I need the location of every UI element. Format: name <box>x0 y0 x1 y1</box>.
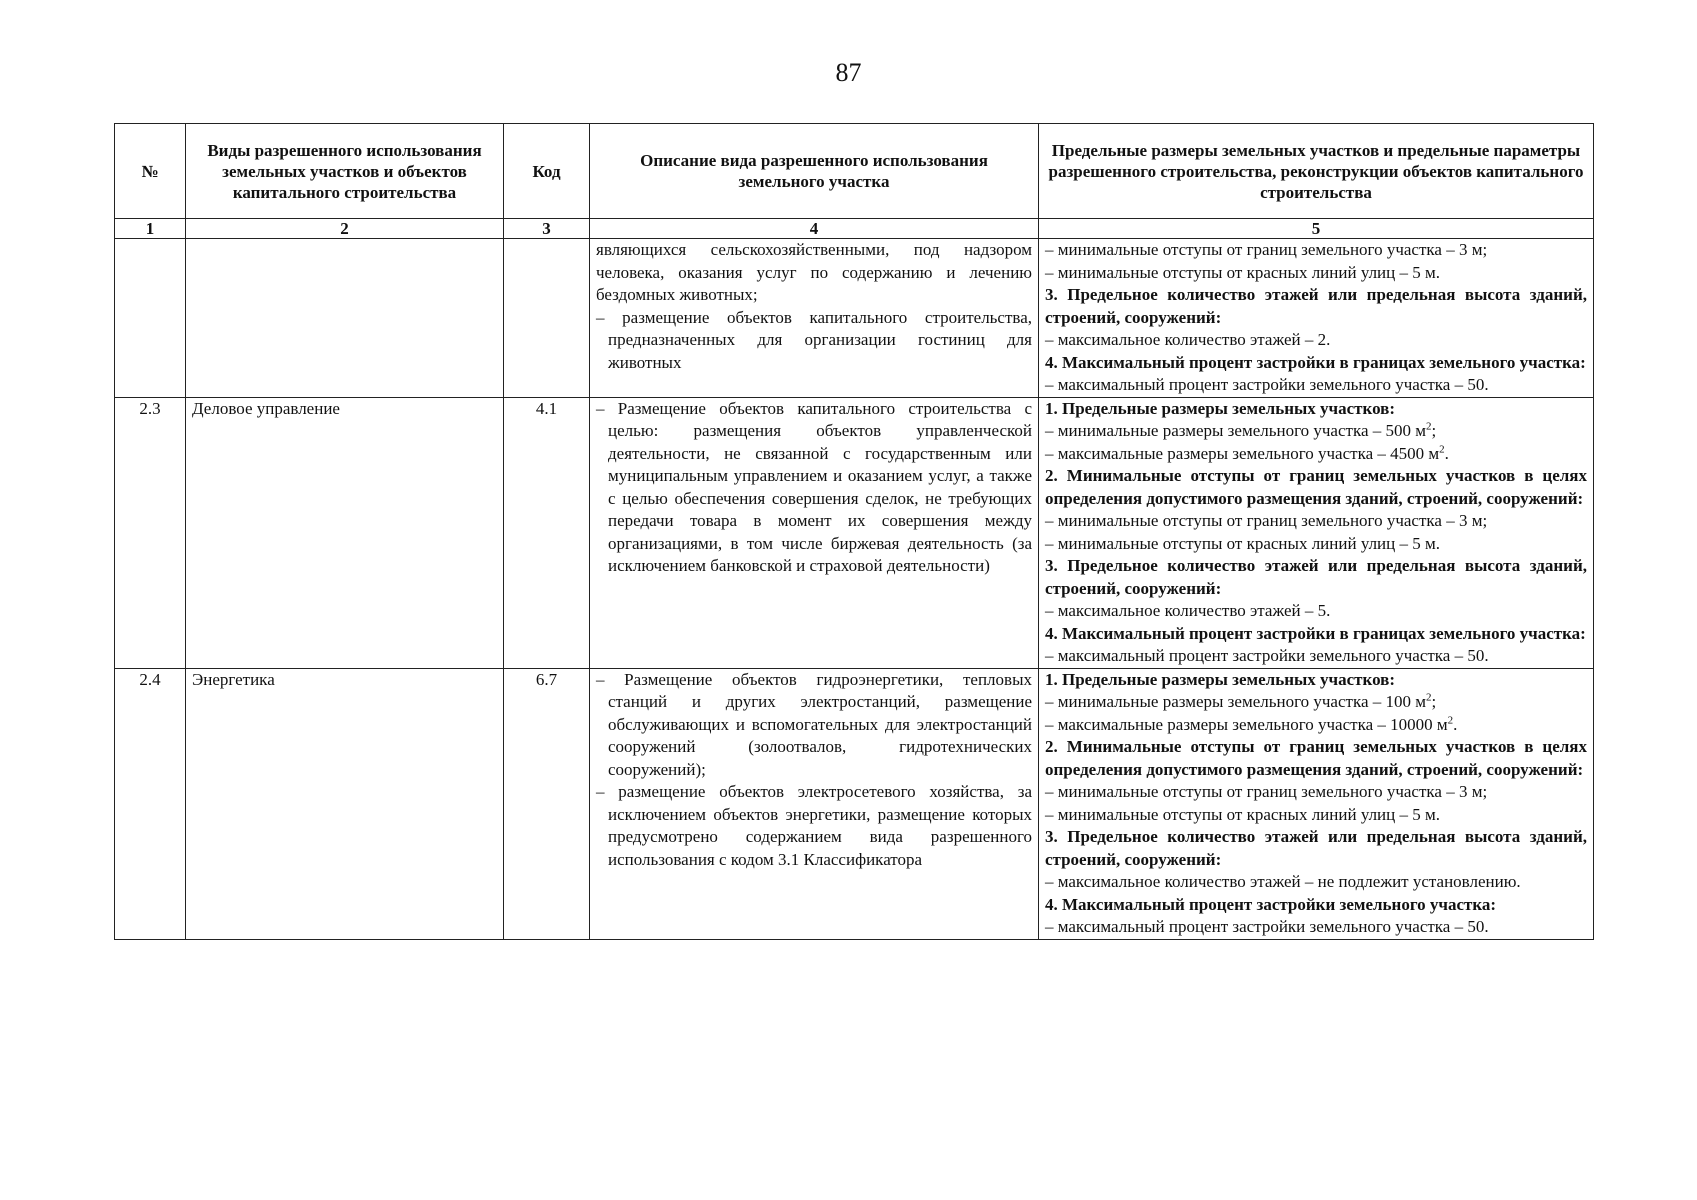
parameter-text: – минимальные размеры земельного участка – 100 м <box>1045 692 1427 711</box>
parameter-text: – максимальные размеры земельного участка – 10000 м <box>1045 714 1448 734</box>
description-item: – Размещение объектов гидроэнергетики, тепловых станций и других электростанций, размещение обслуживающих и вспомогательных для электростанций сооружений (золоотвалов, гидротехнических сооружений); <box>596 669 1032 779</box>
row-use-type: Энергетика <box>186 668 504 939</box>
parameter-text: – максимальные размеры земельного участка – 4500 м <box>1045 443 1440 463</box>
header-description: Описание вида разрешенного использования земельного участка <box>590 124 1039 219</box>
parameter-text: – минимальные отступы от границ земельного участка – 3 м; <box>1045 511 1488 530</box>
parameter-item <box>1045 600 1587 623</box>
parameter-text: – максимальный процент застройки земельного участка – 50. <box>1045 917 1489 936</box>
parameter-item <box>1045 420 1587 443</box>
parameter-heading <box>1045 555 1587 600</box>
parameter-text: – максимальный процент застройки земельного участка – 50. <box>1045 646 1489 665</box>
description-item: – Размещение объектов капитального строительства с целью: размещения объектов управленческой деятельности, не связанной с государственным или муниципальным управлением и оказанием услуг, а также с целью обеспечения совершения сделок, не требующих передачи товара в момент их совершения между организациями, в том числе биржевая деятельность (за исключением банковской и страховой деятельности) <box>596 398 1032 575</box>
parameter-item <box>1045 533 1587 556</box>
parameter-heading <box>1045 669 1587 692</box>
parameter-text: – максимальное количество этажей – 5. <box>1045 601 1331 620</box>
parameter-text: – минимальные отступы от красных линий улиц – 5 м. <box>1045 533 1441 553</box>
parameter-heading <box>1045 284 1587 329</box>
parameter-item <box>1045 871 1587 894</box>
parameter-item <box>1045 645 1587 668</box>
row-description <box>590 239 1039 398</box>
parameter-text: – максимальный процент застройки земельного участка – 50. <box>1045 375 1489 394</box>
row-parameters <box>1039 668 1594 939</box>
col-number: 5 <box>1039 219 1594 239</box>
parameter-heading <box>1045 736 1587 781</box>
superscript: 2 <box>1439 442 1445 455</box>
parameter-heading <box>1045 826 1587 871</box>
row-parameters <box>1039 397 1594 668</box>
parameter-heading <box>1045 352 1587 375</box>
table-row <box>115 668 1594 939</box>
parameter-item <box>1045 781 1587 804</box>
parameter-heading <box>1045 623 1587 646</box>
parameter-text: – минимальные отступы от границ земельного участка – 3 м; <box>1045 782 1488 801</box>
parameter-text: – минимальные размеры земельного участка – 500 м <box>1045 421 1427 440</box>
parameter-text: 1. Предельные размеры земельных участков: <box>1045 398 1396 418</box>
regulations-table <box>114 123 1594 940</box>
parameter-tail: ; <box>1431 692 1437 711</box>
parameter-text: 3. Предельное количество этажей или предельная высота зданий, строений, сооружений: <box>1045 556 1587 598</box>
parameter-item <box>1045 691 1587 714</box>
header-no: № <box>115 124 186 219</box>
parameter-item <box>1045 262 1587 285</box>
parameter-text: 3. Предельное количество этажей или предельная высота зданий, строений, сооружений: <box>1045 827 1587 869</box>
row-number <box>115 239 186 398</box>
header-types: Виды разрешенного использования земельных участков и объектов капитального строительства <box>186 124 504 219</box>
table-row <box>115 239 1594 398</box>
row-use-type: Деловое управление <box>186 397 504 668</box>
parameter-item <box>1045 374 1587 397</box>
parameter-item <box>1045 804 1587 827</box>
row-description <box>590 397 1039 668</box>
header-params: Предельные размеры земельных участков и предельные параметры разрешенного строительства, реконструкции объектов капитального строительства <box>1039 124 1594 219</box>
parameter-tail: . <box>1453 714 1458 734</box>
header-row <box>115 124 1594 219</box>
parameter-text: 4. Максимальный процент застройки в границах земельного участка: <box>1045 352 1586 372</box>
parameter-item <box>1045 916 1587 939</box>
parameter-text: 4. Максимальный процент застройки земельного участка: <box>1045 894 1497 914</box>
row-number: 2.3 <box>115 397 186 668</box>
parameter-text: – минимальные отступы от границ земельного участка – 3 м; <box>1045 240 1488 259</box>
parameter-text: 3. Предельное количество этажей или предельная высота зданий, строений, сооружений: <box>1045 285 1587 327</box>
row-code: 4.1 <box>504 397 590 668</box>
parameter-heading <box>1045 894 1587 917</box>
parameter-item <box>1045 239 1587 262</box>
parameter-text: 4. Максимальный процент застройки в границах земельного участка: <box>1045 623 1586 643</box>
col-number: 4 <box>590 219 1039 239</box>
parameter-text: – минимальные отступы от красных линий улиц – 5 м. <box>1045 262 1441 282</box>
row-description <box>590 668 1039 939</box>
parameter-text: 2. Минимальные отступы от границ земельных участков в целях определения допустимого размещения зданий, строений, сооружений: <box>1045 737 1587 779</box>
row-code: 6.7 <box>504 668 590 939</box>
parameter-tail: ; <box>1431 421 1437 440</box>
parameter-text: – максимальное количество этажей – не подлежит установлению. <box>1045 872 1521 891</box>
parameter-tail: . <box>1444 443 1449 463</box>
table-row <box>115 397 1594 668</box>
col-number: 3 <box>504 219 590 239</box>
description-item: – размещение объектов электросетевого хозяйства, за исключением объектов энергетики, размещение которых предусмотрено содержанием вида разрешенного использования с кодом 3.1 Классификатора <box>596 782 1032 869</box>
page-number: 87 <box>835 58 862 87</box>
parameter-text: – максимальное количество этажей – 2. <box>1045 330 1331 349</box>
parameter-heading <box>1045 398 1587 421</box>
row-parameters <box>1039 239 1594 398</box>
row-number: 2.4 <box>115 668 186 939</box>
header-code: Код <box>504 124 590 219</box>
superscript: 2 <box>1426 691 1432 704</box>
parameter-item <box>1045 329 1587 352</box>
parameter-heading <box>1045 465 1587 510</box>
parameter-item <box>1045 510 1587 533</box>
col-number: 1 <box>115 219 186 239</box>
description-item: – размещение объектов капитального строительства, предназначенных для организации гостиниц для животных <box>596 307 1032 372</box>
parameter-text: 2. Минимальные отступы от границ земельных участков в целях определения допустимого размещения зданий, строений, сооружений: <box>1045 466 1587 508</box>
column-number-row <box>115 219 1594 239</box>
row-use-type <box>186 239 504 398</box>
description-text: являющихся сельскохозяйственными, под надзором человека, оказания услуг по содержанию и лечению бездомных животных; <box>596 240 1032 304</box>
parameter-text: – минимальные отступы от красных линий улиц – 5 м. <box>1045 804 1441 824</box>
superscript: 2 <box>1426 420 1432 433</box>
row-code <box>504 239 590 398</box>
parameter-text: 1. Предельные размеры земельных участков: <box>1045 669 1396 689</box>
parameter-item <box>1045 714 1587 737</box>
col-number: 2 <box>186 219 504 239</box>
parameter-item <box>1045 443 1587 466</box>
superscript: 2 <box>1447 713 1454 726</box>
